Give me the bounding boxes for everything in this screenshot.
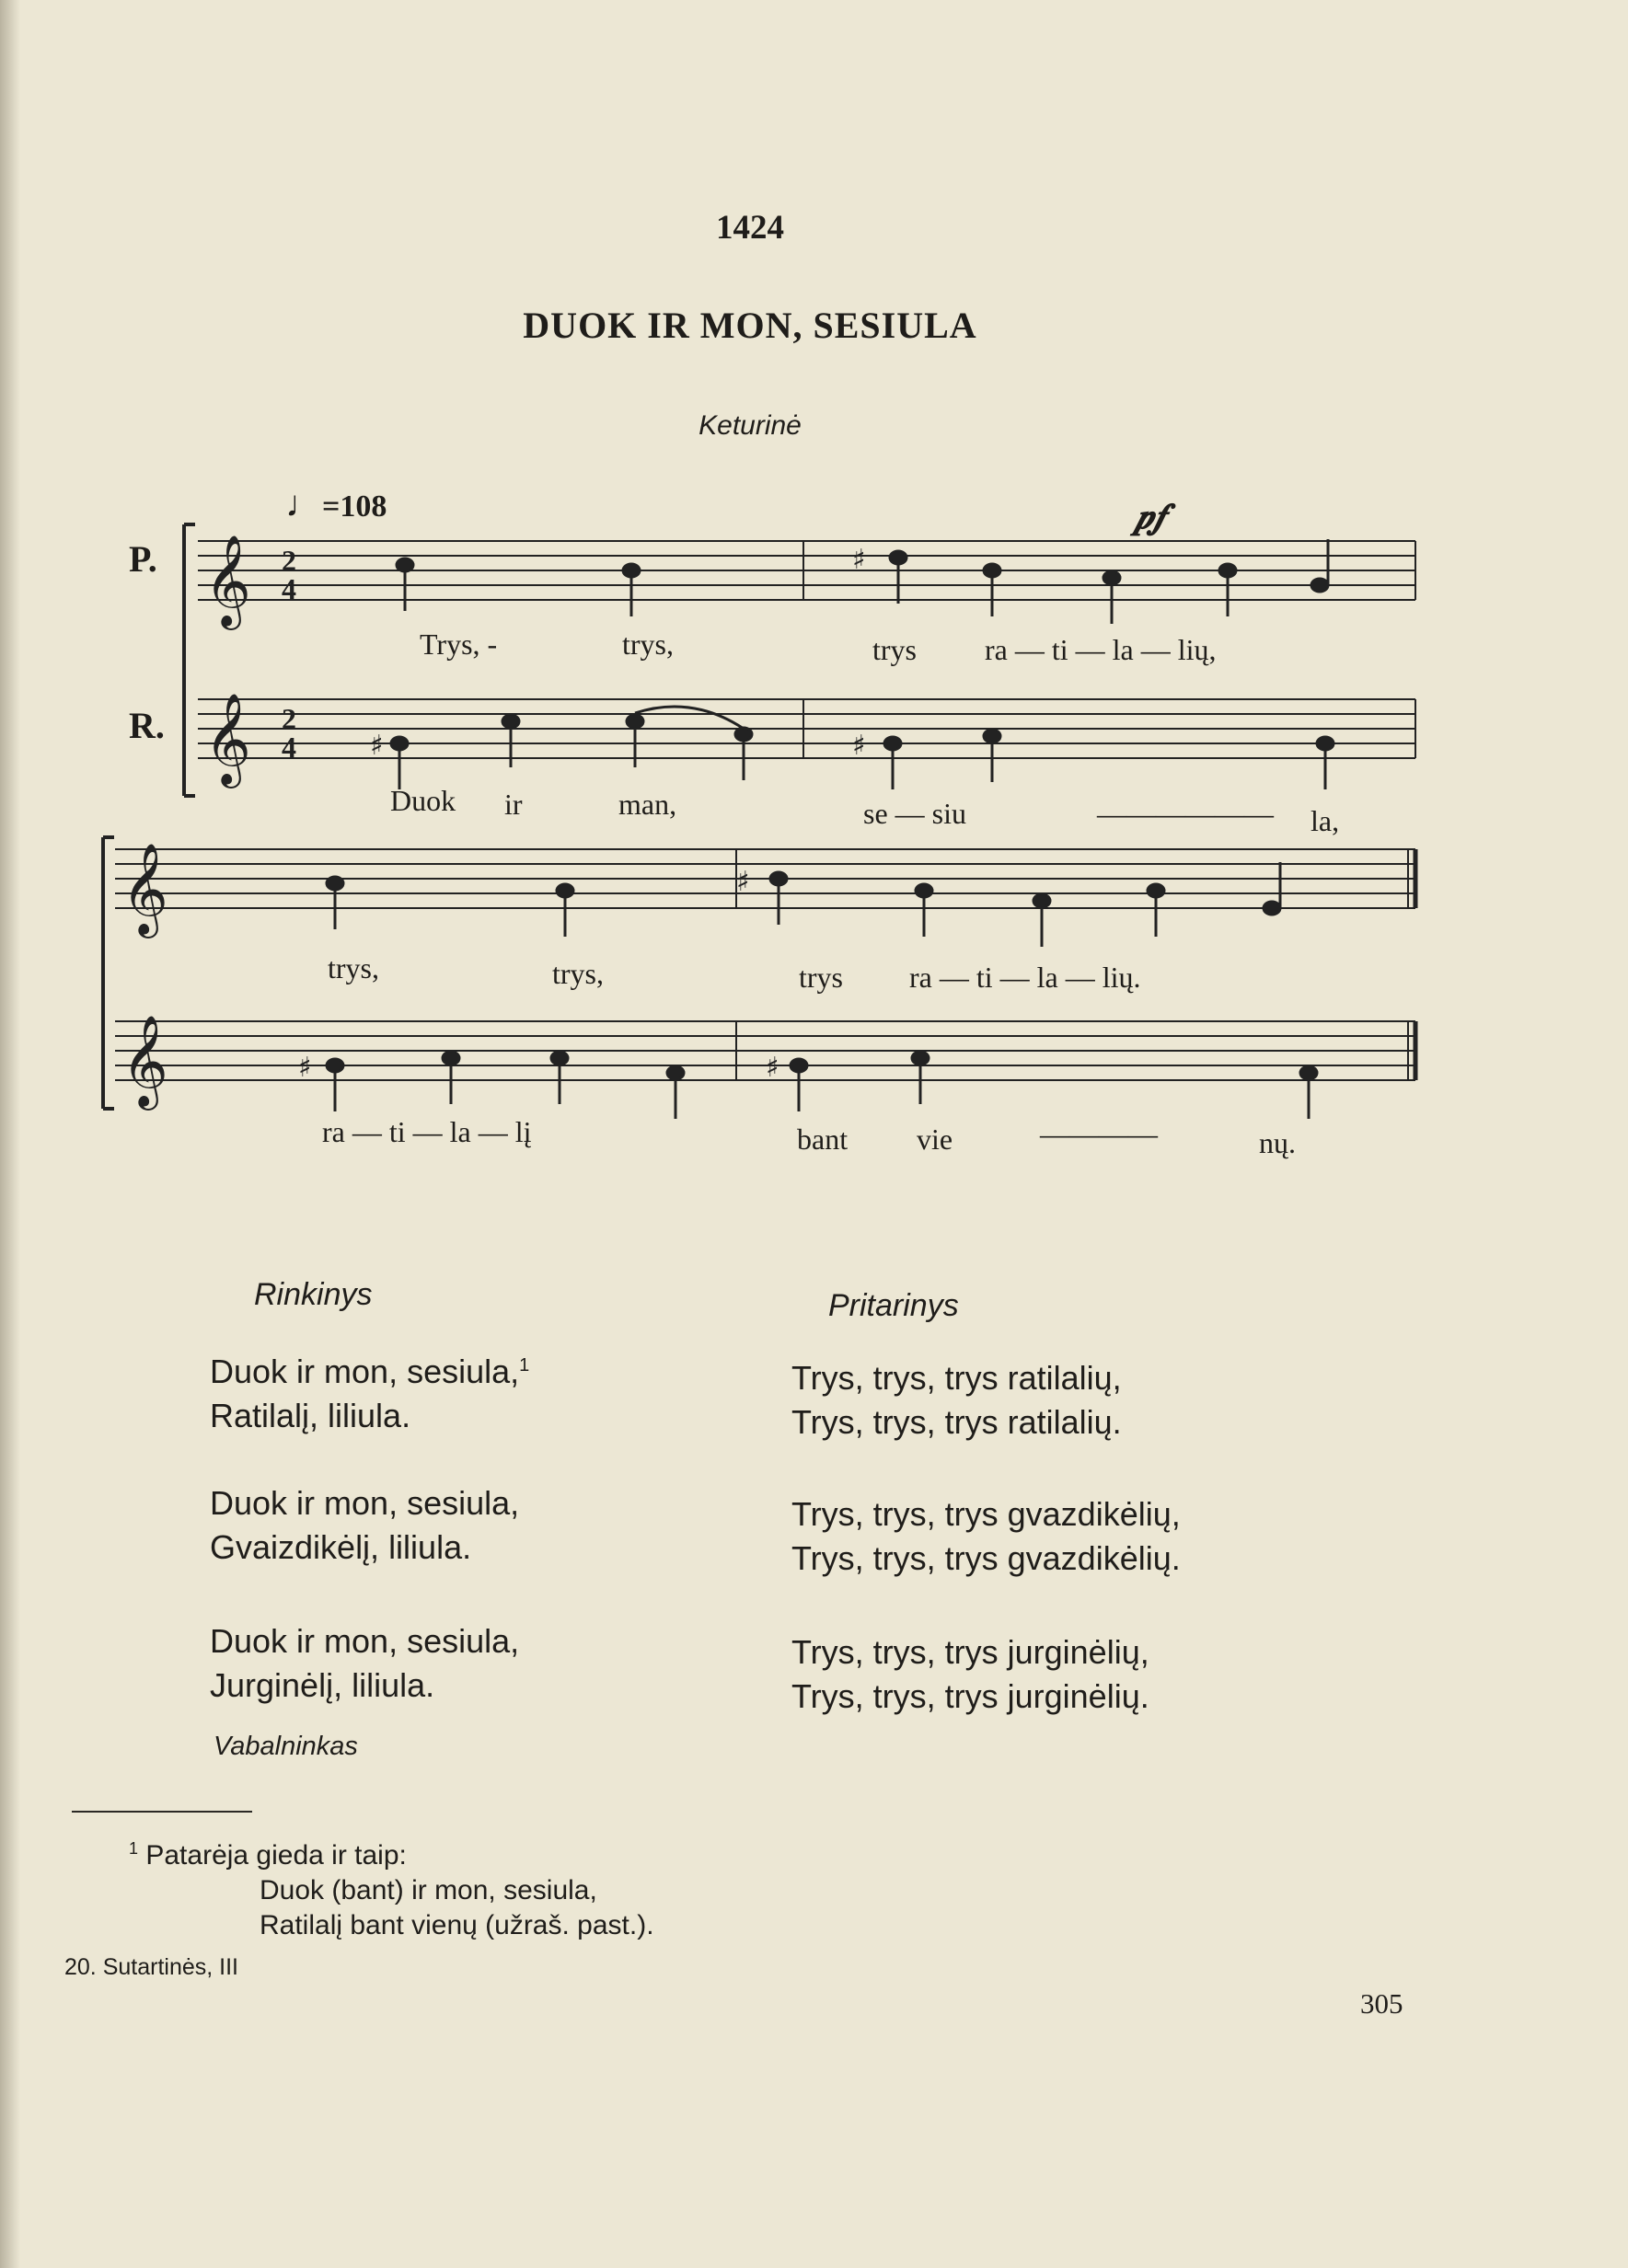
lyric-s2b-3: vie	[917, 1122, 953, 1156]
song-number: 1424	[716, 209, 784, 247]
lyric-s2t-3: trys	[799, 961, 843, 994]
lyric-s2b-2: bant	[797, 1122, 849, 1156]
footnote-line: Duok (bant) ir mon, sesiula,	[260, 1875, 597, 1905]
lyric-s2b-5: nų.	[1259, 1126, 1296, 1159]
footnote-line: $^1$ Patarėja gieda ir taip:	[129, 1839, 407, 1871]
verse-line: Trys, trys, trys jurginėlių,	[791, 1633, 1149, 1671]
lyric-s2t-1: trys,	[328, 951, 379, 984]
notes-system2-bottom	[327, 1052, 1317, 1119]
printer-signature: 20. Sutartinės, III	[64, 1954, 238, 1980]
lyric-s1t-2: trys,	[622, 627, 674, 661]
verse-line: Trys, trys, trys gvazdikėlių,	[791, 1495, 1181, 1533]
verse-line: Trys, trys, trys jurginėlių.	[791, 1677, 1149, 1715]
song-origin: Vabalninkas	[214, 1732, 358, 1761]
footnote-ref: 1	[519, 1355, 530, 1376]
verse-line: Trys, trys, trys ratilalių,	[791, 1359, 1122, 1397]
lyric-s1b-4: se — siu	[863, 797, 966, 830]
treble-clef-icon: 𝄞	[121, 843, 168, 935]
verse-line: Jurginėlį, liliula.	[210, 1666, 435, 1704]
lyric-s1b-1: Duok	[390, 784, 456, 817]
lyric-s1t-1: Trys, -	[420, 627, 498, 661]
left-stanza-3	[210, 1619, 519, 1708]
svg-text:4: 4	[282, 572, 296, 605]
right-stanza-1	[791, 1356, 1122, 1445]
verse-line: Trys, trys, trys ratilalių.	[791, 1403, 1122, 1441]
lyric-s2t-4: ra — ti — la — lių.	[909, 961, 1141, 994]
left-column-heading: Rinkinys	[254, 1277, 373, 1312]
dynamic-mark: 𝆏𝆑	[1137, 498, 1166, 536]
footnote-divider	[72, 1811, 252, 1813]
svg-text:♯: ♯	[298, 1052, 312, 1084]
verse-line: Duok ir mon, sesiula,	[210, 1484, 520, 1522]
lyric-s1t-3: trys	[872, 633, 917, 666]
verse-line: Duok ir mon, sesiula,	[210, 1622, 520, 1660]
footnote-line: Ratilalį bant vienų (užraš. past.).	[260, 1910, 654, 1940]
right-column-heading: Pritarinys	[828, 1288, 959, 1323]
verse-line: Gvaizdikėlį, liliula.	[210, 1528, 472, 1566]
treble-clef-icon: 𝄞	[204, 535, 251, 627]
footnote	[129, 1831, 654, 1943]
lyric-s2b-4: ————	[1040, 1117, 1158, 1150]
svg-text:4: 4	[282, 731, 296, 764]
quarter-note-icon: ♩	[285, 483, 322, 524]
lyric-s1t-4: ra — ti — la — lių,	[985, 633, 1217, 666]
svg-text:♯: ♯	[736, 866, 750, 898]
verse-line: Ratilalį, liliula.	[210, 1397, 411, 1434]
treble-clef-icon: 𝄞	[204, 693, 251, 785]
svg-text:♯: ♯	[852, 730, 866, 762]
verse-line: Trys, trys, trys gvazdikėlių.	[791, 1539, 1181, 1577]
svg-text:♯: ♯	[370, 730, 384, 762]
right-stanza-3	[791, 1630, 1149, 1719]
lyric-s2b-1: ra — ti — la — lį	[322, 1115, 532, 1148]
verse-line: Duok ir mon, sesiula,$^1$	[210, 1353, 530, 1390]
lyric-s1b-3: man,	[618, 788, 677, 821]
song-title: DUOK IR MON, SESIULA	[523, 305, 977, 346]
left-stanza-1	[210, 1343, 529, 1438]
lyric-s1b-5: ——————	[1097, 797, 1274, 830]
svg-text:♯: ♯	[766, 1052, 779, 1084]
notes-system2-top	[327, 862, 1280, 947]
svg-text:2: 2	[282, 544, 296, 577]
svg-text:2: 2	[282, 702, 296, 735]
staff-system2-top	[115, 849, 1415, 908]
left-stanza-2	[210, 1481, 519, 1570]
treble-clef-icon: 𝄞	[121, 1015, 168, 1107]
lyric-s1b-2: ir	[504, 788, 523, 821]
svg-text:♯: ♯	[852, 544, 866, 576]
part-label-p: P.	[129, 538, 157, 580]
right-stanza-2	[791, 1492, 1181, 1581]
page-number: 305	[1360, 1987, 1403, 2020]
footnote-number: 1	[129, 1839, 139, 1858]
lyric-s1b-6: la,	[1310, 804, 1340, 837]
tempo-value: =108	[322, 489, 387, 524]
song-type: Keturinė	[699, 410, 802, 441]
part-label-r: R.	[129, 705, 165, 746]
lyric-s2t-2: trys,	[552, 957, 604, 990]
